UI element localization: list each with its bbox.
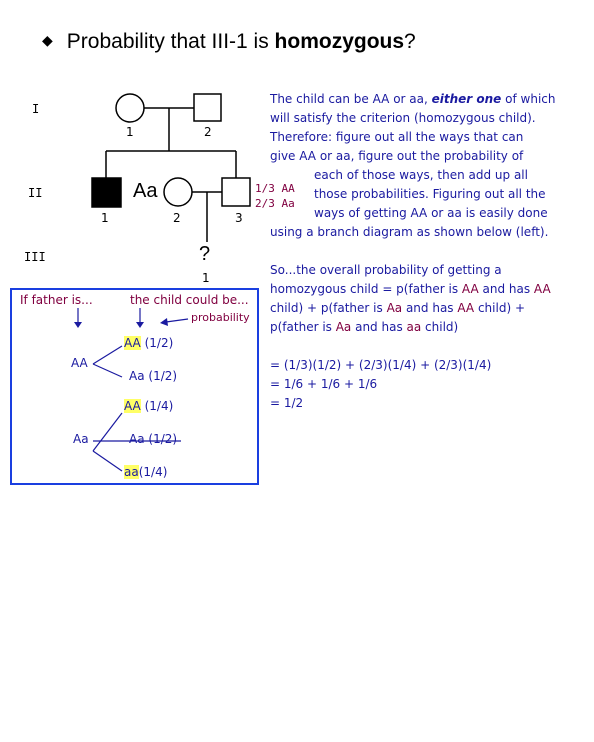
child-option-4: Aa (1/2) bbox=[129, 432, 178, 446]
father-prob-AA: 1/3 AA bbox=[255, 182, 295, 195]
bullet-icon: ◆ bbox=[42, 32, 53, 48]
overall-line-2: homozygous child = p(father is AA and has AA bbox=[270, 282, 551, 296]
child-option-2: Aa (1/2) bbox=[129, 369, 178, 383]
explanation-line-4: give AA or aa, figure out the probability of bbox=[270, 149, 524, 163]
probability-label: probability bbox=[191, 311, 250, 324]
explanation-line-3: Therefore: figure out all the ways that can bbox=[270, 130, 524, 144]
explanation-line-5: each of those ways, then add up all bbox=[314, 168, 528, 182]
gen2-num-1: 1 bbox=[101, 211, 109, 225]
father-AA: AA bbox=[71, 356, 88, 370]
generation-label-1: I bbox=[32, 102, 40, 116]
gen2-male bbox=[222, 178, 250, 206]
header-child: the child could be... bbox=[130, 293, 249, 307]
generation-label-2: II bbox=[28, 186, 43, 200]
calc-line-1: = (1/3)(1/2) + (2/3)(1/4) + (2/3)(1/4) bbox=[270, 358, 492, 372]
child-option-1: AA (1/2) bbox=[124, 336, 174, 350]
calc-line-2: = 1/6 + 1/6 + 1/6 bbox=[270, 377, 378, 391]
child-option-3: AA (1/4) bbox=[124, 399, 174, 413]
gen1-male bbox=[194, 94, 221, 121]
generation-label-3: III bbox=[24, 250, 46, 264]
child-option-5: aa(1/4) bbox=[124, 465, 168, 479]
gen3-num-1: 1 bbox=[202, 271, 210, 285]
gen1-female bbox=[116, 94, 144, 122]
gen2-female bbox=[164, 178, 192, 206]
slide-title: ◆ Probability that III-1 is homozygous? bbox=[42, 30, 416, 53]
explanation-line-7: ways of getting AA or aa is easily done bbox=[314, 206, 548, 220]
gen2-num-2: 2 bbox=[173, 211, 181, 225]
mother-genotype: Aa bbox=[133, 180, 158, 202]
father-Aa: Aa bbox=[73, 432, 89, 446]
explanation-line-8: using a branch diagram as shown below (left). bbox=[270, 225, 549, 239]
father-prob-Aa: 2/3 Aa bbox=[255, 197, 295, 210]
explanation-line-1: The child can be AA or aa, either one of which bbox=[270, 92, 556, 106]
gen2-affected-male bbox=[92, 178, 121, 207]
explanation-line-2: will satisfy the criterion (homozygous child). bbox=[270, 111, 536, 125]
gen2-num-3: 3 bbox=[235, 211, 243, 225]
overall-line-1: So...the overall probability of getting a bbox=[270, 263, 502, 277]
overall-line-3: child) + p(father is Aa and has AA child) + bbox=[270, 301, 525, 315]
overall-line-4: p(father is Aa and has aa child) bbox=[270, 320, 459, 334]
gen1-num-2: 2 bbox=[204, 125, 212, 139]
header-father: If father is... bbox=[20, 293, 93, 307]
calc-line-3: = 1/2 bbox=[270, 396, 304, 410]
gen1-num-1: 1 bbox=[126, 125, 134, 139]
explanation-line-6: those probabilities. Figuring out all the bbox=[314, 187, 546, 201]
unknown-child: ? bbox=[199, 243, 211, 265]
